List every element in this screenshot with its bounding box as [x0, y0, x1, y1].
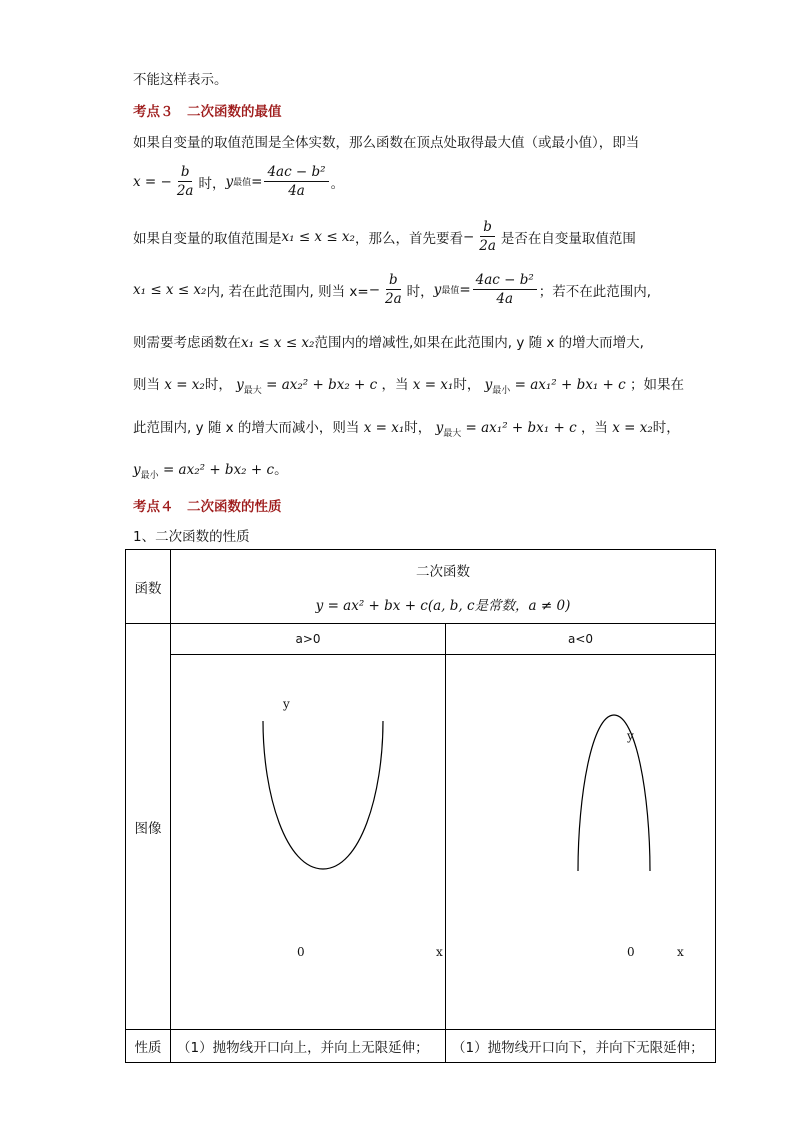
denominator: 4a	[288, 183, 305, 199]
section4-subheading: 1、二次函数的性质	[133, 529, 250, 545]
numerator: 4ac − b²	[264, 163, 328, 182]
text: 此范围内, y 随 x 的增大而减小，则当	[133, 420, 360, 436]
min-expr: = ax₁² + bx₁ + c	[510, 377, 626, 393]
b-over-2a	[476, 218, 499, 255]
text: 时，	[404, 420, 432, 436]
case-a-negative: a<0	[446, 624, 716, 655]
eq: =	[459, 281, 471, 298]
denominator: 4a	[496, 291, 514, 307]
numerator: 4ac − b²	[473, 271, 537, 290]
text: 如果自变量的取值范围是	[133, 230, 282, 247]
range-expr: x₁ ≤ x ≤ x₂	[281, 228, 355, 245]
text: 时，	[652, 420, 680, 436]
range-expr: x₁ ≤ x ≤ x₂	[241, 335, 315, 351]
x-axis-label: x	[436, 945, 443, 959]
numerator: b	[178, 163, 193, 182]
origin-label: 0	[627, 945, 635, 959]
function-formula: y = ax² + bx + c(a, b, c是常数，a ≠ 0)	[315, 597, 571, 614]
y-axis-label: y	[627, 729, 634, 743]
graph-cell-positive	[171, 655, 446, 1030]
eq: =	[251, 173, 263, 190]
extreme-value-fraction	[473, 271, 537, 308]
section3-heading: 考点３ 二次函数的最值	[133, 104, 282, 120]
section3-paragraph6	[133, 416, 680, 439]
text: 是否在自变量取值范围	[500, 230, 636, 247]
y-var: y	[484, 377, 493, 393]
text: 时，	[406, 283, 434, 300]
max-expr: = ax₁² + bx₁ + c	[461, 420, 577, 436]
y-var: y	[435, 420, 444, 436]
text: ，当	[381, 377, 409, 393]
text: ；如果在	[630, 377, 684, 393]
text: 范围内的增减性,如果在此范围内, y 随 x 的增大而增大,	[314, 335, 644, 351]
y-var: y	[133, 462, 141, 478]
period: 。	[274, 462, 288, 478]
x-prefix: x = −	[133, 173, 172, 190]
y-axis-label: y	[283, 697, 290, 711]
b-over-2a	[382, 271, 405, 308]
row-function	[126, 550, 716, 624]
section3-paragraph7	[133, 458, 288, 481]
function-header-cell	[171, 550, 716, 624]
x-eq-x1: x = x₁	[412, 377, 454, 393]
intro-tail: 不能这样表示。	[133, 72, 228, 88]
section3-paragraph2	[133, 218, 636, 255]
y-var: y	[236, 377, 244, 393]
min-sub: 最小	[492, 386, 511, 396]
numerator: b	[480, 218, 495, 237]
section3-paragraph4	[133, 331, 644, 351]
text: 则当	[133, 377, 160, 393]
text: ，当	[580, 420, 608, 436]
function-title: 二次函数	[416, 563, 470, 580]
min-sub: 最小	[140, 471, 159, 481]
minus: −	[368, 281, 381, 298]
y-var: y	[433, 281, 442, 298]
text: 时，	[204, 377, 232, 393]
row-cases	[126, 624, 716, 655]
property-negative: （1）抛物线开口向下，并向下无限延伸；	[446, 1030, 716, 1063]
numerator: b	[386, 271, 401, 290]
row-graphs	[126, 655, 716, 1030]
label-function: 函数	[126, 550, 171, 624]
x-eq-x1: x = x₁	[363, 420, 405, 436]
y-var: y	[225, 173, 234, 190]
section3-paragraph5	[133, 373, 684, 396]
section3-paragraph1: 如果自变量的取值范围是全体实数，那么函数在顶点处取得最大值（或最小值），即当	[133, 135, 640, 151]
section4-heading: 考点４ 二次函数的性质	[133, 499, 282, 515]
text: 时，	[453, 377, 481, 393]
text: ；若不在此范围内,	[538, 283, 652, 300]
range-expr: x₁ ≤ x ≤ x₂	[133, 281, 207, 298]
text: 内, 若在此范围内, 则当 x=	[206, 283, 369, 300]
x-eq-x2: x = x₂	[164, 377, 205, 393]
period: 。	[330, 175, 345, 192]
max-sub: 最大	[243, 386, 262, 396]
parabola-up-curve	[263, 721, 383, 869]
max-sub: 最大	[443, 429, 462, 439]
zuizhi-sub: 最值	[233, 178, 252, 188]
property-positive: （1）抛物线开口向上，并向上无限延伸；	[171, 1030, 446, 1063]
parabola-up-graph	[171, 655, 445, 1029]
extreme-value-fraction	[264, 163, 328, 200]
origin-label: 0	[297, 945, 305, 959]
shi-text: 时，	[198, 175, 226, 192]
denominator: 2a	[479, 238, 496, 254]
case-a-positive: a>0	[171, 624, 446, 655]
graph-cell-negative	[446, 655, 716, 1030]
row-properties	[126, 1030, 716, 1063]
label-graph: 图像	[126, 624, 171, 1030]
denominator: 2a	[176, 183, 194, 199]
max-expr: = ax₂² + bx₂ + c	[261, 377, 378, 393]
x-axis-label: x	[677, 945, 684, 959]
section3-paragraph3	[133, 271, 651, 308]
properties-table	[125, 549, 716, 1063]
formula-vertex	[133, 163, 344, 200]
b-over-2a	[174, 163, 197, 200]
x-eq-x2: x = x₂	[612, 420, 653, 436]
text: 则需要考虑函数在	[133, 335, 241, 351]
min-expr: = ax₂² + bx₂ + c	[158, 462, 275, 478]
label-properties: 性质	[126, 1030, 171, 1063]
parabola-down-curve	[578, 715, 650, 871]
denominator: 2a	[385, 291, 402, 307]
parabola-down-graph	[446, 655, 716, 1029]
zuizhi-sub: 最值	[441, 286, 460, 296]
minus: −	[462, 228, 475, 245]
text: ，那么，首先要看	[354, 230, 463, 247]
